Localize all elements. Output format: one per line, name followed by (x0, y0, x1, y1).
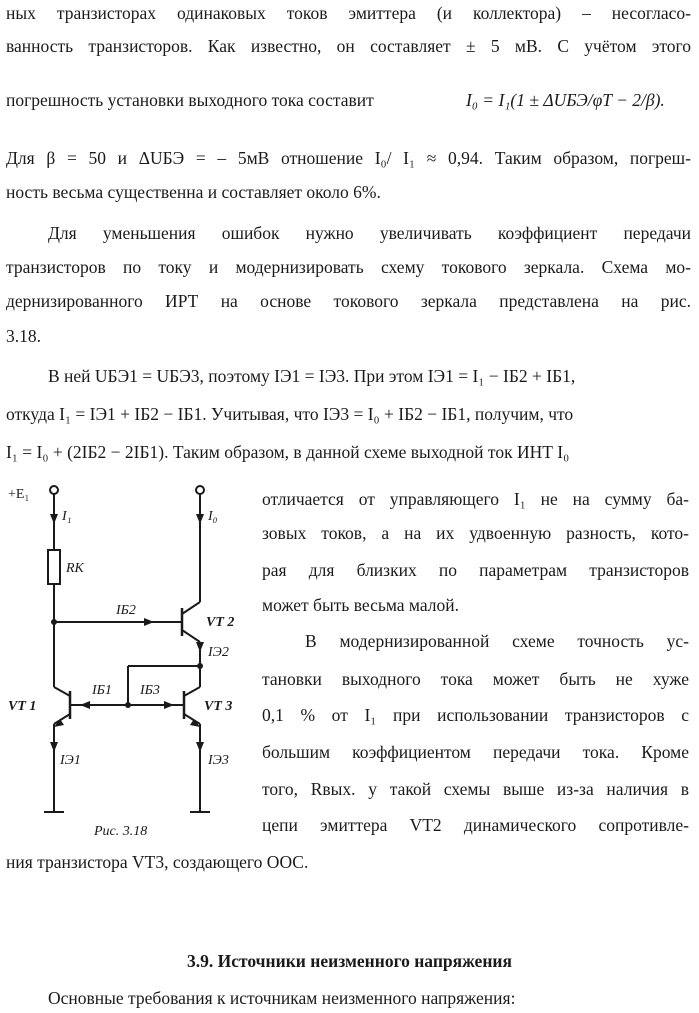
label-vt1: VT 1 (8, 699, 37, 714)
text-line: того, Rвых. у такой схемы выше из-за наличия в (262, 779, 689, 799)
text-line: 3.18. (6, 326, 41, 346)
arrow-down-icon (196, 514, 204, 524)
arrow-down-icon (196, 742, 204, 752)
circuit-diagram (4, 482, 254, 842)
text-line: большим коэффициентом передачи тока. Кроме (262, 742, 689, 762)
label-vt2: VT 2 (206, 615, 235, 630)
label-ib3: IБ3 (140, 683, 160, 698)
label-i0: I₀ (208, 509, 218, 524)
text-line: Для уменьшения ошибок нужно увеличивать коэффициент передачи (48, 223, 691, 243)
text-line: Для β = 50 и ΔUБЭ = – 5мВ отношение I₀/ I₁ ≈ 0,94. Таким образом, погреш- (6, 148, 691, 168)
text-line: дернизированного ИРТ на основе токового зеркала представлена на рис. (6, 291, 691, 311)
arrow-left-icon (80, 701, 90, 709)
arrow-right-icon (144, 618, 154, 626)
text-line: Основные требования к источникам неизменного напряжения: (48, 988, 516, 1008)
label-ie3: IЭ3 (208, 753, 229, 768)
label-vt3: VT 3 (204, 699, 233, 714)
arrow-right-icon (164, 701, 174, 709)
text-line: откуда I₁ = IЭ1 + IБ2 − IБ1. Учитывая, что IЭ3 = I₀ + IБ2 − IБ1, получим, что (6, 404, 574, 424)
label-ib1: IБ1 (92, 683, 112, 698)
text-line: зовых токов, а на их удвоенную разность, кото- (262, 523, 689, 543)
arrow-down-icon (196, 642, 204, 652)
text-line: 0,1 % от I₁ при использовании транзисторов с (262, 705, 689, 725)
text-line: В модернизированной схеме точность ус- (305, 631, 689, 651)
label-ib2: IБ2 (116, 603, 136, 618)
text-line: цепи эмиттера VT2 динамического сопротивле- (262, 815, 689, 835)
text-line: ванность транзисторов. Как известно, он составляет ± 5 мВ. С учётом этого (6, 36, 691, 56)
text-line: отличается от управляющего I₁ не на сумму ба- (262, 489, 689, 509)
text-line: может быть весьма малой. (262, 595, 460, 615)
terminal-e1 (50, 486, 58, 494)
text-line: ния транзистора VT3, создающего ООС. (6, 852, 309, 872)
terminal-i0 (196, 486, 204, 494)
section-title: 3.9. Источники неизменного напряжения (187, 951, 512, 971)
text-line: рая для близких по параметрам транзисторов (262, 560, 689, 580)
formula-output-error: I₀ = I₁(1 ± ΔUБЭ/φT − 2/β). (466, 90, 665, 110)
text-line: I₁ = I₀ + (2IБ2 − 2IБ1). Таким образом, в данной схеме выходной ток ИНТ I₀ (6, 442, 570, 462)
text-line: ность весьма существенна и составляет около 6%. (6, 182, 381, 202)
label-e1: +E₁ (8, 487, 30, 502)
figure-caption: Рис. 3.18 (94, 824, 148, 839)
label-i1: I₁ (62, 509, 72, 524)
arrow-down-icon (50, 514, 58, 524)
label-ie1: IЭ1 (60, 753, 81, 768)
text-line: транзисторов по току и модернизировать схему токового зеркала. Схема мо- (6, 257, 691, 277)
text-line: ных транзисторах одинаковых токов эмиттера (и коллектора) – несогласо- (6, 3, 691, 23)
text-line: тановки выходного тока может быть не хуже (262, 669, 689, 689)
arrow-down-icon (50, 742, 58, 752)
text-line: В ней UБЭ1 = UБЭ3, поэтому IЭ1 = IЭ3. При этом IЭ1 = I₁ − IБ2 + IБ1, (48, 366, 576, 386)
text-line: погрешность установки выходного тока составит (6, 90, 374, 110)
label-rk: RК (66, 561, 84, 576)
resistor-rk (48, 550, 60, 584)
label-ie2: IЭ2 (208, 645, 229, 660)
